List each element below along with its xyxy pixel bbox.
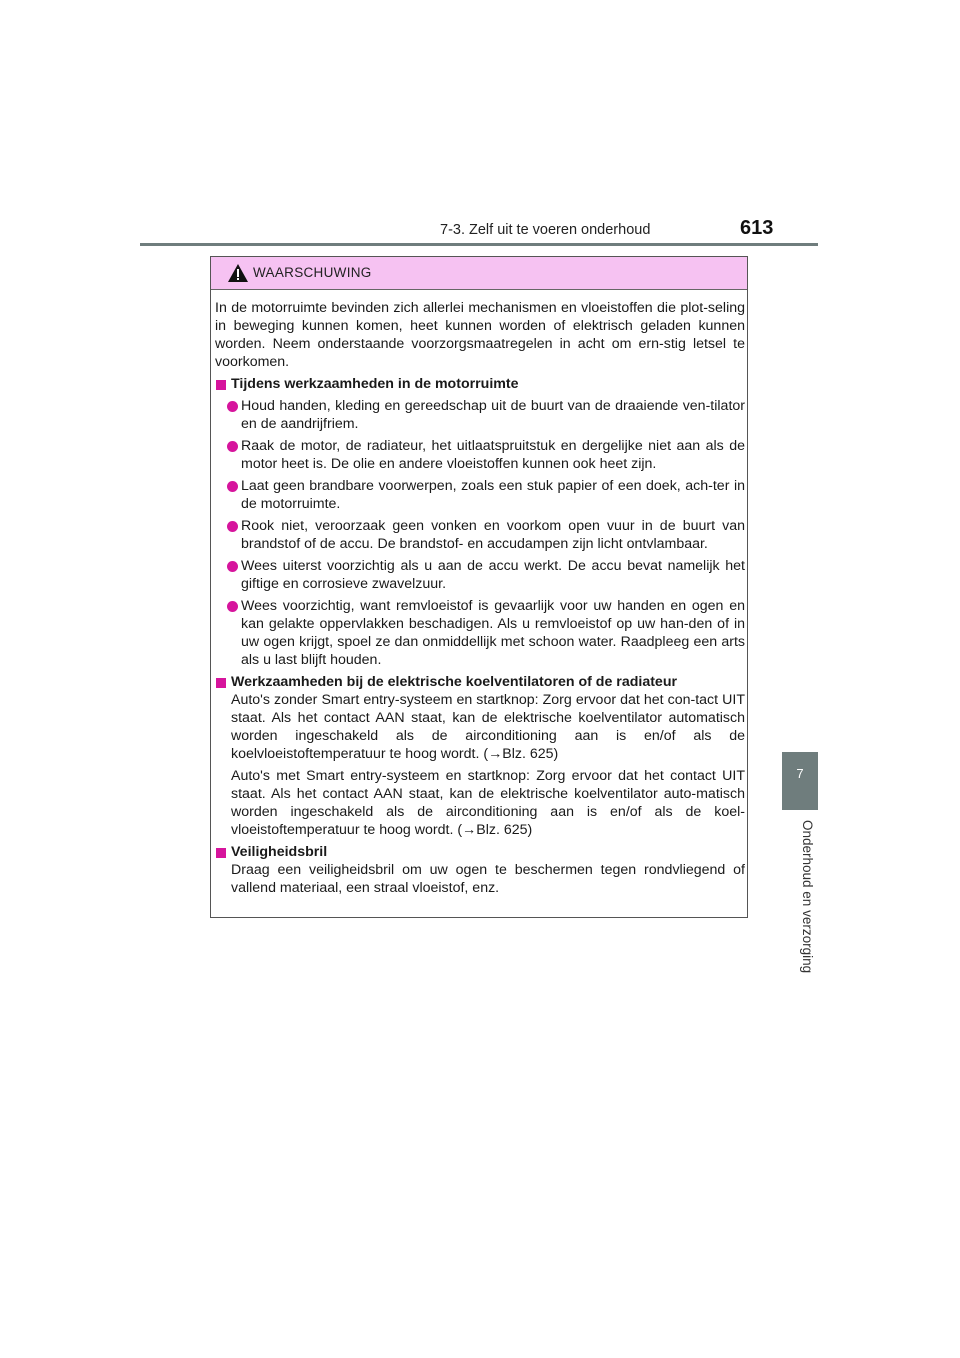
section-heading: Tijdens werkzaamheden in de motorruimte — [231, 376, 519, 392]
list-item: Raak de motor, de radiateur, het uitlaatspruitstuk en dergelijke niet aan als de motor heet is. De olie en andere vloeistoffen kunnen ook heet zijn. — [215, 437, 745, 473]
warning-section — [215, 673, 745, 691]
square-bullet-icon — [216, 380, 226, 390]
chapter-number: 7 — [796, 766, 804, 781]
warning-title: WAARSCHUWING — [253, 265, 372, 280]
warning-body — [215, 299, 745, 897]
chapter-tab — [782, 752, 818, 810]
warning-triangle-icon — [227, 263, 249, 283]
warning-section — [215, 375, 745, 393]
chapter-title: Onderhoud en verzorging — [800, 820, 815, 974]
page-number: 613 — [740, 217, 774, 239]
warning-header — [211, 257, 747, 290]
circle-bullet-icon — [227, 521, 238, 532]
section-title: 7-3. Zelf uit te voeren onderhoud — [440, 222, 651, 238]
warning-section — [215, 843, 745, 861]
paragraph: Draag een veiligheidsbril om uw ogen te beschermen tegen rondvliegend of vallend materiaal, een straal vloeistof, enz. — [231, 862, 745, 896]
list-item: Rook niet, veroorzaak geen vonken en voorkom open vuur in de buurt van brandstof of de accu. De brandstof- en accudampen zijn licht ontvlambaar. — [215, 517, 745, 553]
square-bullet-icon — [216, 848, 226, 858]
paragraph: Auto's met Smart entry-systeem en startknop: Zorg ervoor dat het contact UIT staat. Als het contact AAN staat, kan de elektrische koelventilator auto-matisch worden ingeschakeld als de airconditioning aan is en/of als de koel-vloeistoftemperatuur te hoog wordt. (→Blz. 625) — [231, 768, 745, 838]
list-item: Wees uiterst voorzichtig als u aan de accu werkt. De accu bevat namelijk het giftige en corrosieve zwavelzuur. — [215, 557, 745, 593]
paragraph: Auto's zonder Smart entry-systeem en startknop: Zorg ervoor dat het con-tact UIT staat. Als het contact AAN staat, kan de elektrische koelventilator automatisch worden ingeschakeld als de airconditioning aan is en/of als de koelvloeistoftemperatuur te hoog wordt. (→Blz. 625) — [231, 692, 745, 762]
circle-bullet-icon — [227, 401, 238, 412]
circle-bullet-icon — [227, 481, 238, 492]
header-divider — [140, 243, 818, 246]
warning-intro: In de motorruimte bevinden zich allerlei mechanismen en vloeistoffen die plot-seling in beweging kunnen komen, heet kunnen worden of elektrisch geladen kunnen worden. Neem onderstaande voorzorgsmaatregelen in acht om ern-stig letsel te voorkomen. — [215, 300, 745, 370]
list-item: Laat geen brandbare voorwerpen, zoals een stuk papier of een doek, ach-ter in de motorruimte. — [215, 477, 745, 513]
circle-bullet-icon — [227, 561, 238, 572]
warning-box — [210, 256, 748, 918]
circle-bullet-icon — [227, 601, 238, 612]
section-heading: Veiligheidsbril — [231, 844, 328, 860]
list-item: Wees voorzichtig, want remvloeistof is gevaarlijk voor uw handen en ogen en kan gelakte oppervlakken beschadigen. Als u remvloeistof op uw han-den of in uw ogen krijgt, spoel ze dan onmiddellijk met schoon water. Raadpleeg een arts als u last blijft houden. — [215, 597, 745, 669]
section-heading: Werkzaamheden bij de elektrische koelventilatoren of de radiateur — [231, 674, 678, 690]
circle-bullet-icon — [227, 441, 238, 452]
list-item: Houd handen, kleding en gereedschap uit de buurt van de draaiende ven-tilator en de aandrijfriem. — [215, 397, 745, 433]
square-bullet-icon — [216, 678, 226, 688]
